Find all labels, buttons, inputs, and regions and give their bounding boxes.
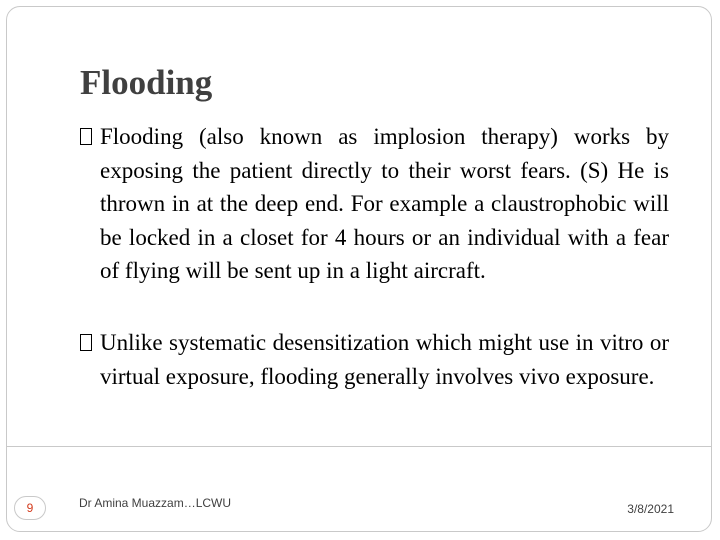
footer-divider [7, 446, 711, 447]
bullet-item [100, 326, 669, 393]
bullet-item [100, 120, 669, 288]
bullet-marker-icon [80, 326, 100, 360]
page-number-badge [14, 496, 46, 520]
footer-author: Dr Amina Muazzam…LCWU [79, 496, 232, 510]
bullet-text: Unlike systematic desensitization which might use in vitro or virtual exposure, flooding generally involves vivo exposure. [100, 330, 669, 389]
bullet-text: Flooding (also known as implosion therapy) works by exposing the patient directly to their worst fears. (S) He is thrown in at the deep end. For example a claustrophobic will be locked in a closet for 4 hours or an individual with a fear of flying will be sent up in a light aircraft. [100, 124, 669, 284]
footer-date: 3/8/2021 [627, 502, 674, 516]
page-number: 9 [26, 501, 34, 515]
slide-title: Flooding [80, 63, 213, 102]
bullet-marker-icon [80, 120, 100, 154]
